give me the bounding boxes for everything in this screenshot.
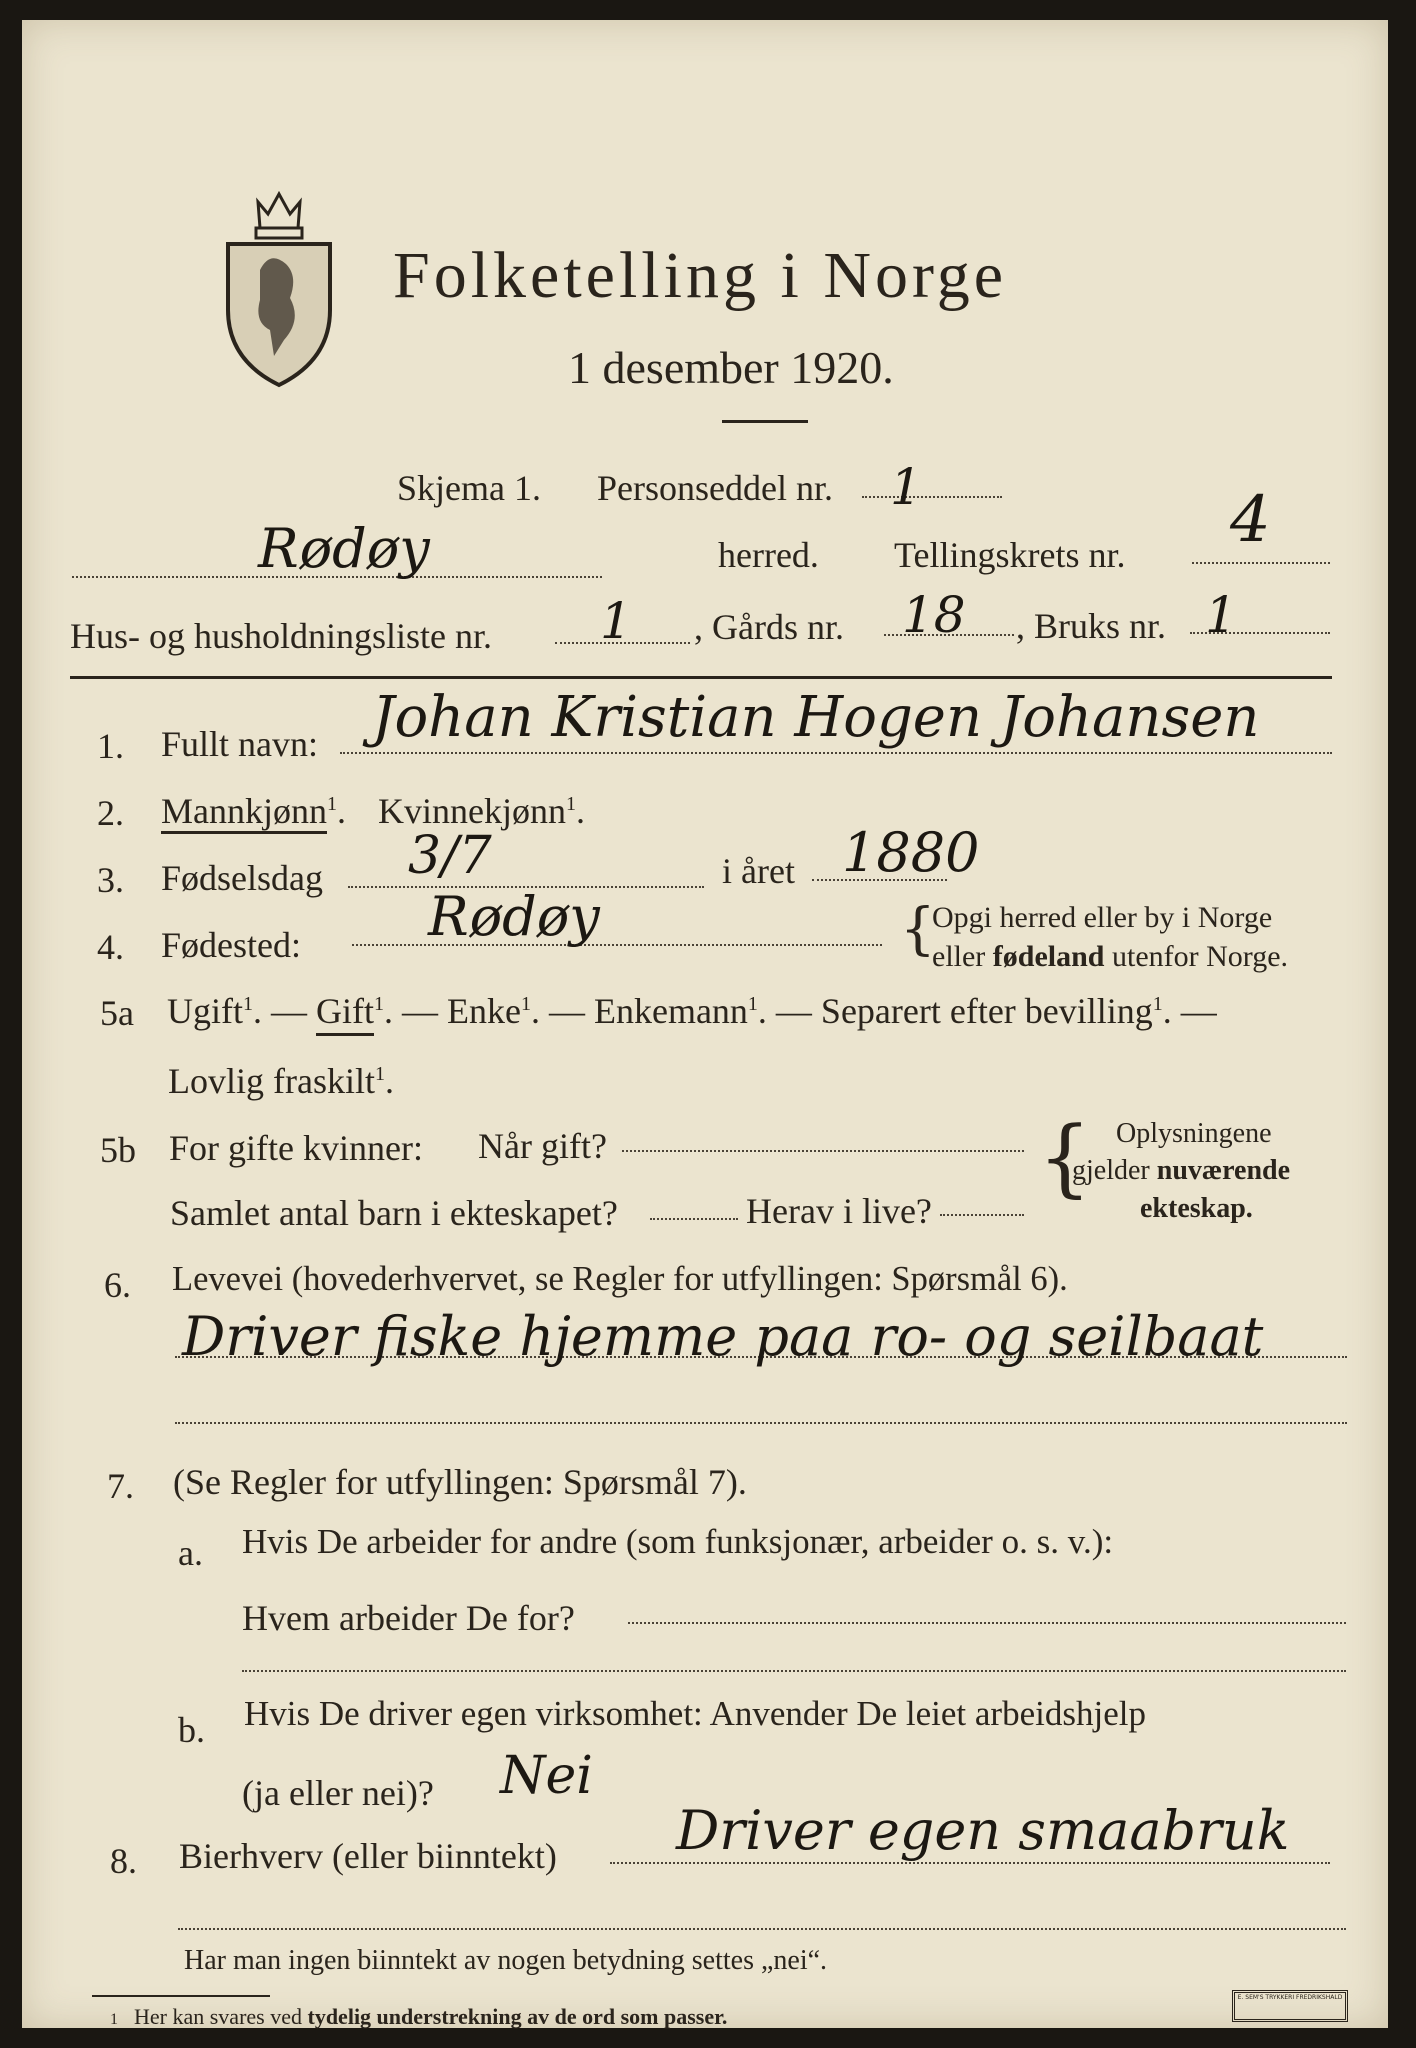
herred-value[interactable]: Rødøy <box>258 517 430 580</box>
q3-number: 3. <box>97 860 124 900</box>
q8-note: Har man ingen biinntekt av nogen betydning settes „nei“. <box>184 1945 828 1976</box>
personseddel-label: Personseddel nr. <box>597 468 833 508</box>
q5b-samlet-label: Samlet antal barn i ekteskapet? <box>170 1193 618 1233</box>
q5a-separert[interactable]: Separert efter bevilling$^1$. <box>820 991 1172 1031</box>
q7a-label: Hvis De arbeider for andre (som funksjonær, arbeider o. s. v.): <box>242 1522 1114 1561</box>
herred-label: herred. <box>718 535 819 575</box>
q7-number: 7. <box>107 1466 134 1506</box>
q5b-herav-field[interactable] <box>940 1214 1024 1216</box>
q5a-enkemann[interactable]: Enkemann$^1$. <box>593 991 767 1031</box>
hus-value[interactable]: 1 <box>600 592 632 650</box>
q5b-number: 5b <box>100 1130 136 1170</box>
header-divider <box>70 676 1332 679</box>
q7b-value[interactable]: Nei <box>500 1746 593 1806</box>
birth-date-value[interactable]: 3/7 <box>408 826 492 886</box>
q8-number: 8. <box>110 1841 137 1881</box>
q5b-note-line3: ekteskap. <box>1140 1193 1253 1224</box>
q5a-options: Ugift$^1$. — Gift$^1$. — Enke$^1$. — Enkemann$^1$. — Separert efter bevilling$^1$. — <box>167 991 1217 1031</box>
secondary-occupation-value[interactable]: Driver egen smaabruk <box>676 1799 1290 1862</box>
bruks-value[interactable]: 1 <box>1205 586 1237 644</box>
q5b-samlet-field[interactable] <box>650 1218 738 1220</box>
form-title: Folketelling i Norge <box>393 239 1008 312</box>
q5b-bracket: { <box>1038 1108 1092 1206</box>
q4-note-line2: eller fødeland utenfor Norge. <box>932 940 1289 973</box>
q2-kvinnekjonn[interactable]: Kvinnekjønn$^1$. <box>378 791 585 831</box>
q5b-label: For gifte kvinner: <box>169 1128 423 1168</box>
personseddel-value[interactable]: 1 <box>890 458 922 516</box>
q5a-ugift[interactable]: Ugift$^1$. <box>167 991 262 1031</box>
skjema-label: Skjema 1. <box>397 468 541 508</box>
q1-number: 1. <box>97 726 124 766</box>
q2-number: 2. <box>97 793 124 833</box>
q8-label: Bierhverv (eller biinntekt) <box>179 1836 557 1876</box>
q5a-lovlig-fraskilt[interactable]: Lovlig fraskilt$^1$. <box>168 1061 394 1101</box>
q5b-naar-gift-label: Når gift? <box>478 1126 607 1166</box>
q7a-letter: a. <box>178 1533 203 1573</box>
birthplace-value[interactable]: Rødøy <box>428 885 600 948</box>
bruks-label: , Bruks nr. <box>1016 606 1167 646</box>
tellingskrets-label: Tellingskrets nr. <box>894 535 1126 575</box>
q4-note-line1: Opgi herred eller by i Norge <box>932 901 1273 934</box>
q2-mannkjonn[interactable]: Mannkjønn$^1$. <box>161 791 346 831</box>
q6-number: 6. <box>104 1265 131 1305</box>
q5b-note-line1: Oplysningene <box>1116 1118 1272 1149</box>
q7a-hvem-label: Hvem arbeider De for? <box>242 1598 575 1638</box>
coat-of-arms-icon <box>220 180 338 390</box>
q5a-number: 5a <box>100 993 134 1033</box>
tellingskrets-value[interactable]: 4 <box>1230 483 1271 557</box>
printer-stamp: E. SEM'S TRYKKERI FREDRIKSHALD <box>1232 1990 1348 2022</box>
q5b-note-line2: gjelder nuværende <box>1072 1155 1291 1186</box>
birth-year-value[interactable]: 1880 <box>842 821 980 884</box>
q4-label: Fødested: <box>161 925 301 965</box>
q7b-label: Hvis De driver egen virksomhet: Anvender De leiet arbeidshjelp <box>244 1694 1146 1733</box>
footnote: 1 Her kan svares ved tydelig understrekning av de ord som passer. <box>110 2004 728 2029</box>
q3-year-label: i året <box>722 851 795 891</box>
form-subtitle: 1 desember 1920. <box>568 342 894 393</box>
gards-value[interactable]: 18 <box>902 586 966 644</box>
gards-label: , Gårds nr. <box>694 607 844 647</box>
q3-label: Fødselsdag <box>161 858 323 898</box>
q1-label: Fullt navn: <box>161 724 319 764</box>
q7a-hvem-field[interactable] <box>628 1622 1346 1624</box>
q5b-herav-label: Herav i live? <box>746 1191 932 1231</box>
title-divider <box>722 420 808 423</box>
hus-label: Hus- og husholdningsliste nr. <box>70 616 493 656</box>
q5a-enke[interactable]: Enke$^1$. <box>447 991 540 1031</box>
q5b-naar-gift-field[interactable] <box>622 1150 1024 1152</box>
full-name-value[interactable]: Johan Kristian Hogen Johansen <box>372 685 1260 750</box>
occupation-value[interactable]: Driver fiske hjemme paa ro- og seilbaat <box>182 1305 1264 1368</box>
q7-label: (Se Regler for utfyllingen: Spørsmål 7). <box>173 1462 747 1502</box>
q4-number: 4. <box>97 927 124 967</box>
q7b-ja-eller-nei-label: (ja eller nei)? <box>242 1773 434 1813</box>
footnote-rule <box>92 1995 270 1997</box>
q7b-letter: b. <box>178 1710 205 1750</box>
q5a-gift[interactable]: Gift$^1$. <box>316 991 393 1031</box>
q4-bracket: { <box>900 897 936 962</box>
q6-label: Levevei (hovederhvervet, se Regler for utfyllingen: Spørsmål 6). <box>172 1260 1068 1298</box>
